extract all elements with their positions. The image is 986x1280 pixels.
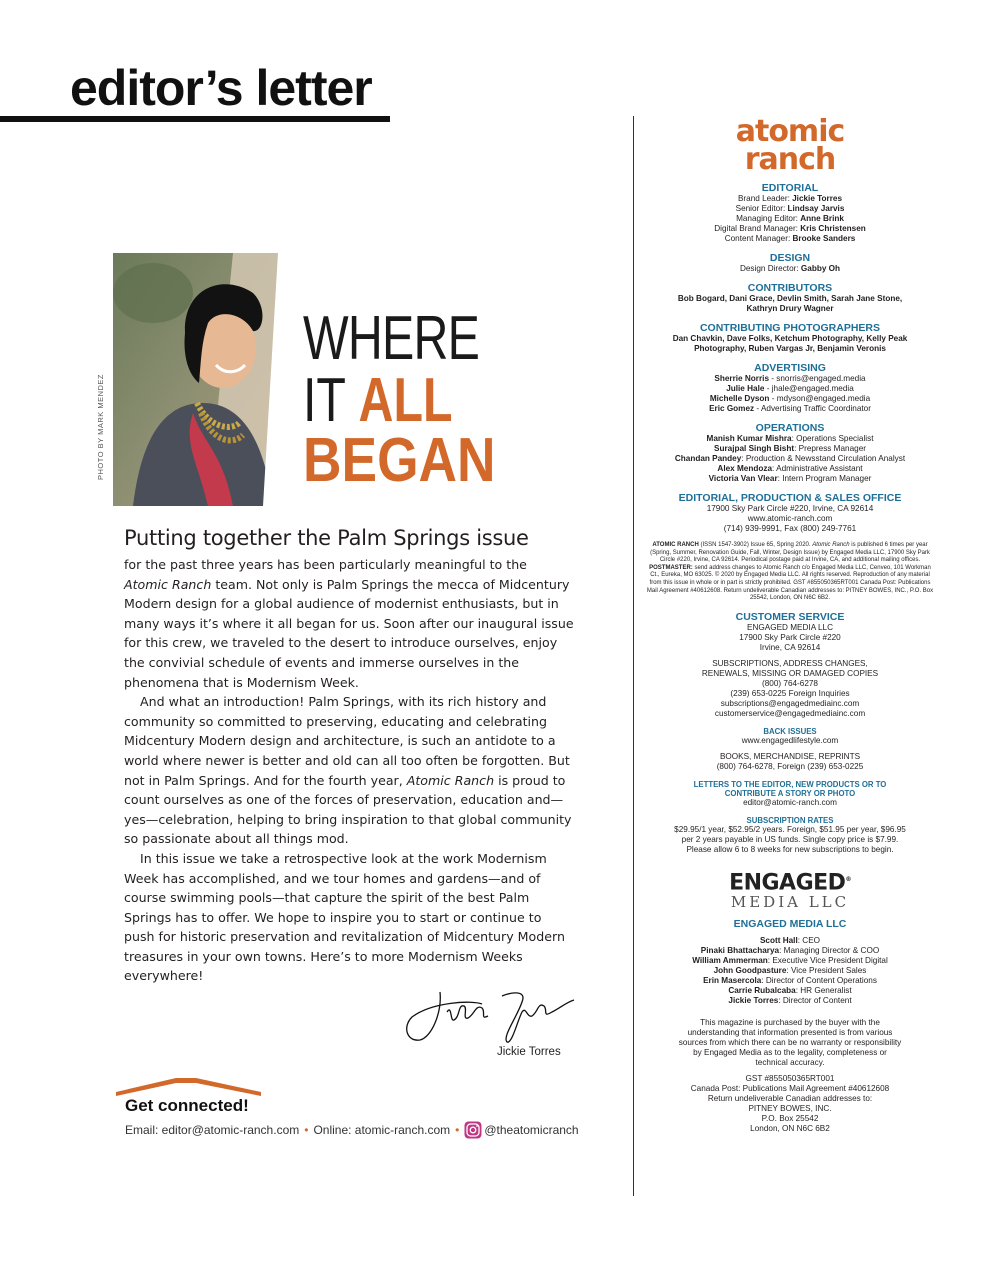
section-title: editor’s letter xyxy=(70,60,372,116)
design-heading: DESIGN xyxy=(769,252,811,264)
headline-all: ALL xyxy=(358,366,453,435)
article-body xyxy=(124,555,574,986)
headline-line-1: WHERE xyxy=(303,304,480,373)
headline-it: IT xyxy=(303,366,346,435)
operations-heading: OPERATIONS xyxy=(755,422,825,434)
headline-line-3: BEGAN xyxy=(303,426,496,495)
signature-name: Jickie Torres xyxy=(497,1046,561,1058)
advertising-heading: ADVERTISING xyxy=(754,362,826,374)
editorial-heading: EDITORIAL xyxy=(761,182,819,194)
engaged-media-logo: ENGAGED® MEDIA LLC xyxy=(729,870,851,912)
header-rule xyxy=(0,116,390,122)
back-issues-info: www.engagedlifestyle.com xyxy=(741,735,839,745)
advertising-list: Sherrie Norris - snorris@engaged.media Julie Hale - jhale@engaged.media Michelle Dyson - mdyson@engaged.media Eric Gomez - Advertising Traffic Coordinator xyxy=(709,374,871,413)
photographers-list: Dan Chavkin, Dave Folks, Ketchum Photography, Kelly Peak Photography, Ruben Vargas Jr, Benjamin Veronis xyxy=(672,334,908,353)
office-heading: EDITORIAL, PRODUCTION & SALES OFFICE xyxy=(678,492,902,504)
legal-notice: ATOMIC RANCH (ISSN 1547-3902) Issue 65, Spring 2020. Atomic Ranch is published 6 times per year (Spring, Summer, Renovation Guide, Fall, Winter, Design Issue) by Engaged Media LLC, 17900 Sky Park Circle #220, Irvine, CA 92614. Periodical postage paid at Irvine, CA, and additional mailing offices. POSTMASTER: send address changes to Atomic Ranch c/o Engaged Media LLC, Cenveo, 101 Workman Ct., Eureka, MO 63025. © 2020 by Engaged Media LLC. All rights reserved. Reproduction of any material from this issue in whole or in part is strictly prohibited. GST #855050365RT001 Canada Post: Publications Mail Agreement #40612608. Return undeliverable Canadian addresses to: PITNEY BOWES, INC., P.O. Box 25542, London, ON N6C 6B2. xyxy=(646,542,934,602)
roof-icon xyxy=(116,1076,261,1096)
portrait-illustration xyxy=(113,253,278,506)
postal-footer: GST #855050365RT001 Canada Post: Publications Mail Agreement #40612608 Return undeliverable Canadian addresses to: PITNEY BOWES, INC. P.O. Box 25542 London, ON N6C 6B2 xyxy=(690,1074,890,1134)
headline-line-2 xyxy=(303,366,453,435)
contributors-heading: CONTRIBUTORS xyxy=(747,282,833,294)
article-lede: Putting together the Palm Springs issue xyxy=(124,526,529,550)
paragraph-2: And what an introduction! Palm Springs, with its rich history and community so committed to preserving, educating and celebrating Midcentury Modern design and architecture, is such an antidote to a world where newer is better and old can all too often be forgotten. But not in Palm Springs. And for the fourth year, Atomic Ranch is proud to count ourselves as one of the forces of preservation, education and—yes—celebration, helping to bring inspiration to that global community so passionate about all things mod. xyxy=(124,694,572,847)
customer-service-heading: CUSTOMER SERVICE xyxy=(735,610,845,623)
engaged-heading: ENGAGED MEDIA LLC xyxy=(733,918,847,931)
rates-info: $29.95/1 year, $52.95/2 years. Foreign, $51.95 per year, $96.95 per 2 years payable in US funds. Single copy price is $7.99. Please allow 6 to 8 weeks for new subscriptions to begin. xyxy=(674,824,906,854)
paragraph-3: In this issue we take a retrospective look at the work Modernism Week has accomplished, and we tour homes and gardens—and of course swimming pools—that capture the spirit of the best Palm Springs has to offer. We hope to inspire you to start or continue to push for historic preservation and revitalization of Midcentury Modern treasures in your own towns. Here’s to more Modernism Weeks everywhere! xyxy=(124,850,565,984)
back-issues-heading: BACK ISSUES xyxy=(763,726,817,736)
letters-heading: LETTERS TO THE EDITOR, NEW PRODUCTS OR TO CONTRIBUTE A STORY OR PHOTO xyxy=(693,779,887,798)
signature-graphic xyxy=(402,982,577,1052)
column-divider xyxy=(633,116,634,1196)
subscriptions-info: SUBSCRIPTIONS, ADDRESS CHANGES, RENEWALS, MISSING OR DAMAGED COPIES (800) 764-6278 (239) 653-0225 Foreign Inquiries subscriptions@engagedmediainc.com customerservice@engagedmediainc.com xyxy=(701,658,879,718)
get-connected-title: Get connected! xyxy=(125,1096,249,1115)
design-list: Design Director: Gabby Oh xyxy=(739,264,841,273)
contact-line xyxy=(125,1121,579,1139)
social-handle[interactable]: @theatomicranch xyxy=(484,1123,579,1137)
online-text[interactable]: Online: atomic-ranch.com xyxy=(313,1123,451,1137)
photo-credit: PHOTO BY MARK MENDEZ xyxy=(96,374,105,480)
office-list: 17900 Sky Park Circle #220, Irvine, CA 92614 www.atomic-ranch.com (714) 939-9991, Fax (800) 249-7761 xyxy=(706,504,874,533)
atomic-ranch-logo: atomic ranch xyxy=(735,114,845,177)
contributors-list: Bob Bogard, Dani Grace, Devlin Smith, Sarah Jane Stone, Kathryn Drury Wagner xyxy=(677,294,903,313)
letters-info: editor@atomic-ranch.com xyxy=(743,797,837,807)
photographers-heading: CONTRIBUTING PHOTOGRAPHERS xyxy=(699,322,881,334)
separator: • xyxy=(455,1123,460,1137)
customer-service-address: ENGAGED MEDIA LLC 17900 Sky Park Circle #220 Irvine, CA 92614 xyxy=(739,622,841,652)
engaged-list: Scott Hall: CEO Pinaki Bhattacharya: Managing Director & COO William Ammerman: Executive Vice President Digital John Goodpasture: Vice President Sales Erin Masercola: Director of Content Operations Carrie Rubalcaba: HR Generalist Jickie Torres: Director of Content xyxy=(692,936,888,1006)
books-info: BOOKS, MERCHANDISE, REPRINTS (800) 764-6278, Foreign (239) 653-0225 xyxy=(716,751,864,771)
editorial-list: Brand Leader: Jickie Torres Senior Editor: Lindsay Jarvis Managing Editor: Anne Brink Digital Brand Manager: Kris Christensen Content Manager: Brooke Sanders xyxy=(714,194,866,243)
separator: • xyxy=(304,1123,309,1137)
email-text[interactable]: Email: editor@atomic-ranch.com xyxy=(125,1123,300,1137)
instagram-icon[interactable] xyxy=(464,1121,482,1139)
editor-photo xyxy=(113,253,278,506)
rates-heading: SUBSCRIPTION RATES xyxy=(746,815,834,825)
disclaimer: This magazine is purchased by the buyer with the understanding that information presented is from various sources from which there can be no warranty or responsibility by Engaged Media as to the legality, completeness or technical accuracy. xyxy=(678,1018,902,1068)
masthead xyxy=(640,114,940,1134)
operations-list: Manish Kumar Mishra: Operations Specialist Surajpal Singh Bisht: Prepress Manager Chandan Pandey: Production & Newsstand Circulation Analyst Alex Mendoza: Administrative Assistant Victoria Van Vlear: Intern Program Manager xyxy=(674,434,906,483)
paragraph-1: for the past three years has been particularly meaningful to the Atomic Ranch team. Not only is Palm Springs the mecca of Midcentury Modern design for a global audience of modernist enthusiasts, but in many ways it’s where it all began for us. Soon after our inaugural issue for this crew, we traveled to the desert to introduce ourselves, enjoy the convivial schedule of events and immerse ourselves in the phenomena that is Modernism Week. xyxy=(124,557,574,690)
